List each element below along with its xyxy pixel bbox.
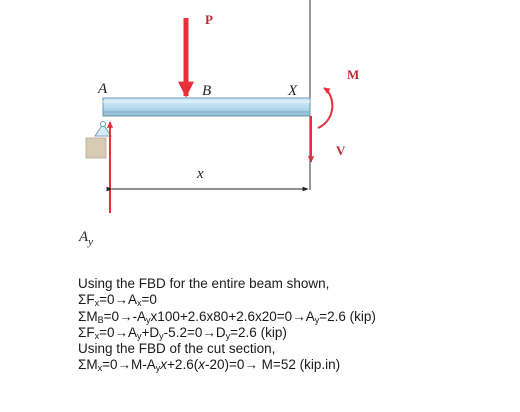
reaction-ay-label: $A_y$ xyxy=(79,229,94,248)
equation-sum-fy: $\Sigma F_x=0\to A_y+D_y-5.2=0\to D_y=2.6$ (kip) xyxy=(78,324,287,341)
support-block xyxy=(86,138,106,158)
equation-sum-fx: $\Sigma F_x=0\to A_x=0$ xyxy=(78,292,157,309)
distance-x-label: x xyxy=(197,166,204,182)
solution-text xyxy=(78,276,508,374)
moment-m-label: M xyxy=(347,67,360,82)
solution-cut-intro: Using the FBD of the cut section, xyxy=(78,341,276,357)
cut-x-label: X xyxy=(288,83,298,99)
equation-sum-mx: $\Sigma M_x=0\to M-A_yx+2.6(x-20)=0\to M=52$ (kip.in) xyxy=(78,357,341,374)
moment-m-arrow xyxy=(318,88,332,128)
beam xyxy=(103,98,310,116)
pin-joint xyxy=(101,122,106,127)
load-p-label: P xyxy=(205,12,213,27)
solution-intro: Using the FBD for the entire beam shown, xyxy=(78,276,330,291)
support-a-label: A xyxy=(98,81,108,97)
shear-v-label: V xyxy=(336,143,346,158)
equation-sum-mb: $\Sigma M_B=0\to-A_yx100+2.6x80+2.6x20=0\to A_y=2.6$ (kip) xyxy=(78,308,376,325)
point-b-label: B xyxy=(202,83,212,99)
